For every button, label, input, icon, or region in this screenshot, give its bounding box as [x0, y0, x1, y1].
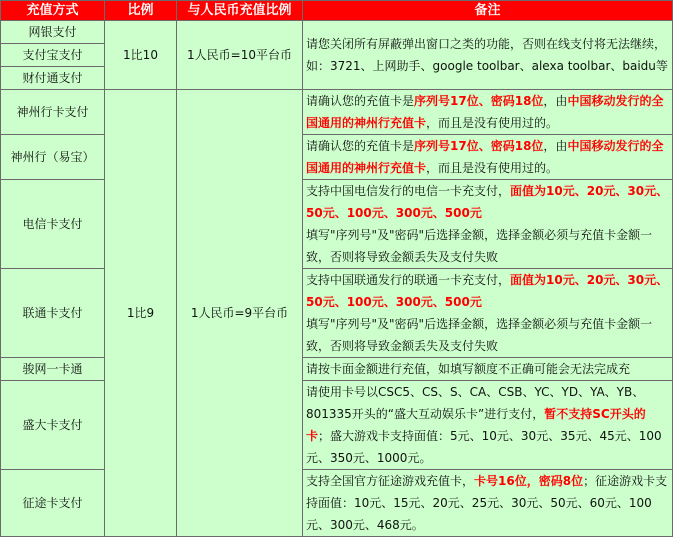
- note-telecom: 支持中国电信发行的电信一卡充支付，面值为10元、20元、30元、50元、100元、300元、500元 填写"序列号"及"密码"后选择金额，选择金额必须与充值卡金额一致，否则将导致金额丢失及支付失败: [303, 180, 673, 269]
- note-junnet: 请按卡面金额进行充值，如填写额度不正确可能会无法完成充: [303, 358, 673, 381]
- note-szx-card: 请确认您的充值卡是序列号17位、密码18位，由中国移动发行的全国通用的神州行充值卡，而且是没有使用过的。: [303, 90, 673, 135]
- note-online: 请您关闭所有屏蔽弹出窗口之类的功能，否则在线支付将无法继续，如：3721、上网助手、google toolbar、alexa toolbar、baidu等: [303, 21, 673, 90]
- method-unicom-card: 联通卡支付: [1, 269, 105, 358]
- header-rmb-ratio: 与人民币充值比例: [177, 1, 303, 21]
- method-szx-yeepay: 神州行（易宝）: [1, 135, 105, 180]
- table-row: [1, 381, 673, 470]
- table-header-row: [1, 1, 673, 21]
- note-unicom: 支持中国联通发行的联通一卡充支付，面值为10元、20元、30元、50元、100元、300元、500元 填写"序列号"及"密码"后选择金额，选择金额必须与充值卡金额一致，否则将导致金额丢失及支付失败: [303, 269, 673, 358]
- note-szx-yeepay: 请确认您的充值卡是序列号17位、密码18位，由中国移动发行的全国通用的神州行充值卡，而且是没有使用过的。: [303, 135, 673, 180]
- method-telecom-card: 电信卡支付: [1, 180, 105, 269]
- method-shanda-card: 盛大卡支付: [1, 381, 105, 470]
- ratio-group-2: 1比9: [105, 90, 177, 537]
- method-alipay: 支付宝支付: [1, 44, 105, 67]
- table-row: [1, 470, 673, 537]
- table-row: [1, 180, 673, 269]
- note-zhengtu: 支持全国官方征途游戏充值卡，卡号16位，密码8位；征途游戏卡支持面值：10元、15元、20元、25元、30元、50元、60元、100元、300元、468元。: [303, 470, 673, 537]
- table-row: [1, 358, 673, 381]
- table-row: [1, 135, 673, 180]
- method-tenpay: 财付通支付: [1, 67, 105, 90]
- table-row: [1, 21, 673, 44]
- ratio-group-1: 1比10: [105, 21, 177, 90]
- note-shanda: 请使用卡号以CSC5、CS、S、CA、CSB、YC、YD、YA、YB、801335开头的“盛大互动娱乐卡”进行支付，暂不支持SC开头的卡；盛大游戏卡支持面值：5元、10元、30元、35元、45元、100元、350元、1000元。: [303, 381, 673, 470]
- header-method: 充值方式: [1, 1, 105, 21]
- table-row: [1, 90, 673, 135]
- rmb-ratio-group-2: 1人民币=9平台币: [177, 90, 303, 537]
- rmb-ratio-group-1: 1人民币=10平台币: [177, 21, 303, 90]
- method-zhengtu-card: 征途卡支付: [1, 470, 105, 537]
- header-notes: 备注: [303, 1, 673, 21]
- header-ratio: 比例: [105, 1, 177, 21]
- method-junnet: 骏网一卡通: [1, 358, 105, 381]
- method-szx-card: 神州行卡支付: [1, 90, 105, 135]
- method-online-bank: 网银支付: [1, 21, 105, 44]
- table-row: [1, 269, 673, 358]
